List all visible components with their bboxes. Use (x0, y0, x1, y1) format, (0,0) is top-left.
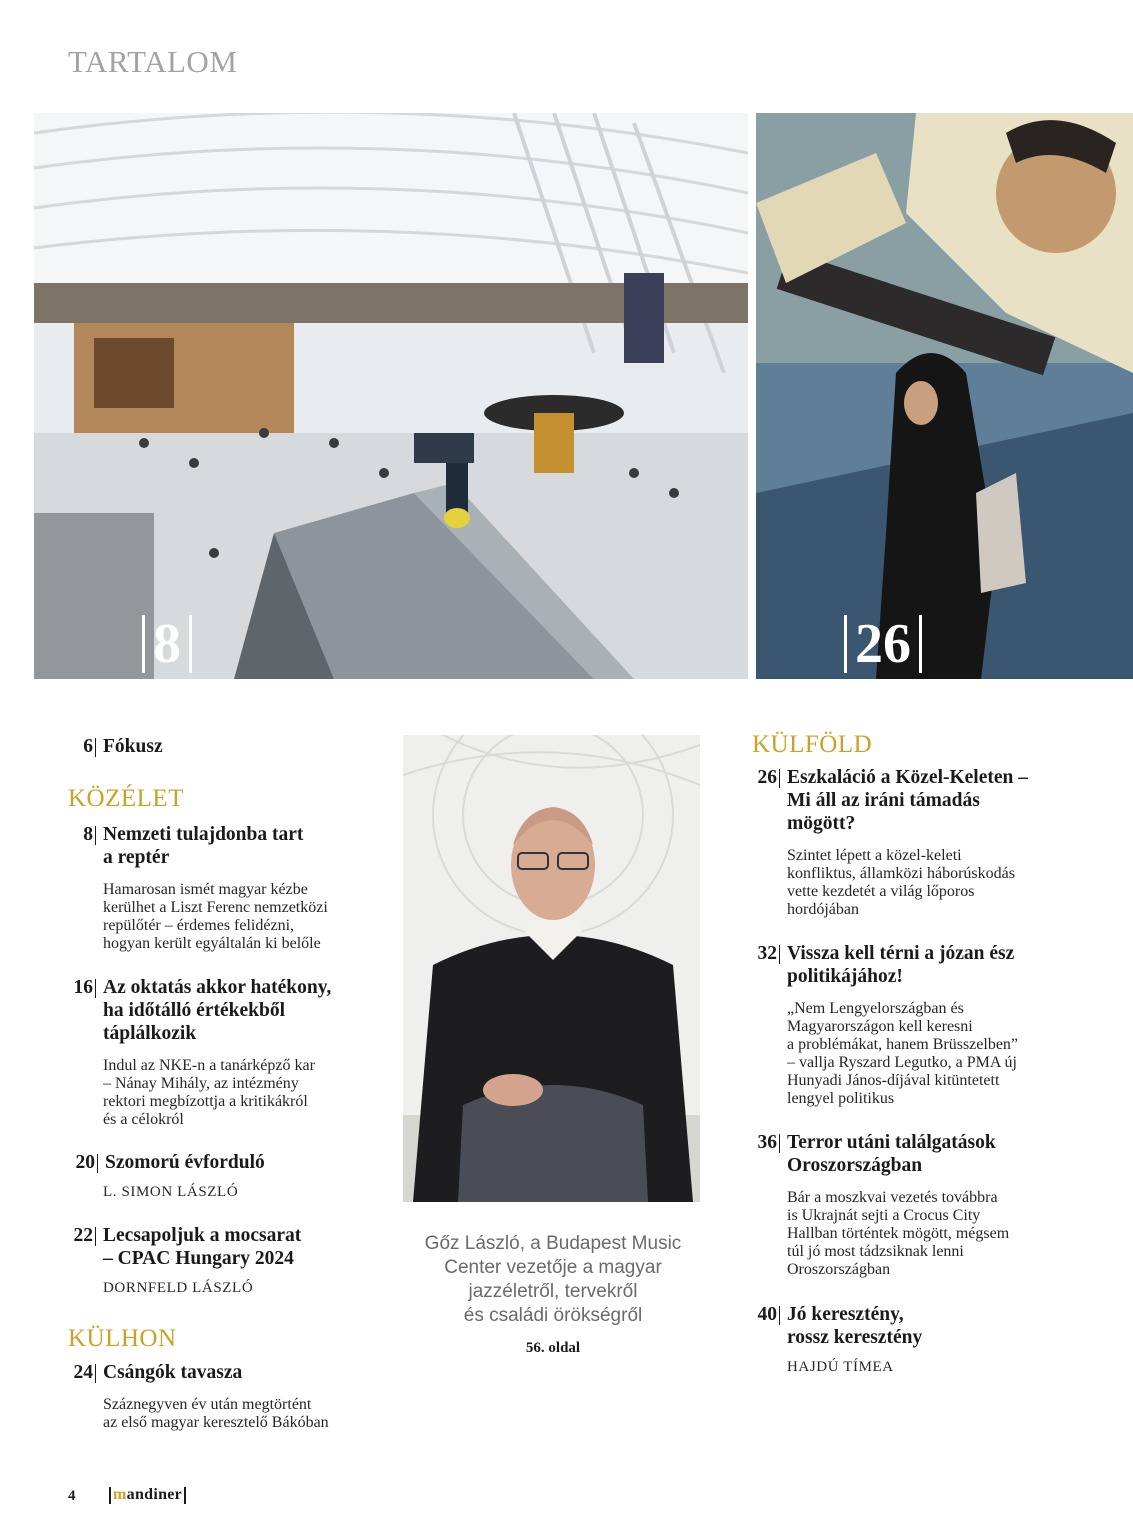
desc-line: Indul az NKE-n a tanárképző kar (103, 1057, 315, 1074)
desc-line: is Ukrajnát sejti a Crocus City (787, 1207, 981, 1224)
toc-title-line: Szomorú évforduló (105, 1152, 265, 1173)
desc-line: – Nánay Mihály, az intézmény (103, 1075, 299, 1092)
toc-title-line: Vissza kell térni a józan ész (787, 943, 1015, 964)
toc-page-number: 16 (73, 977, 93, 998)
footer-page-number: 4 (68, 1488, 76, 1504)
toc-title-line: – CPAC Hungary 2024 (103, 1248, 294, 1269)
toc-title-line: Csángók tavasza (103, 1362, 243, 1383)
badge-number: 8 (153, 613, 181, 675)
desc-line: hogyan került egyáltalán ki belőle (103, 935, 321, 952)
toc-page-number: 36 (757, 1132, 777, 1153)
toc-entry-36[interactable] (757, 1131, 1087, 1279)
toc-title-line: Eszkaláció a Közel-Keleten – (787, 767, 1028, 788)
desc-line: Hallban történtek mögött, mégsem (787, 1225, 1010, 1242)
toc-title: Fókusz (103, 736, 163, 757)
airport-photo (34, 113, 748, 679)
toc-title-line: politikájához! (787, 966, 903, 987)
toc-description (787, 847, 1087, 919)
desc-line: hordójában (787, 901, 859, 918)
toc-entry-40[interactable] (757, 1303, 1087, 1376)
desc-line: rektori megbízottja a kritikákról (103, 1093, 308, 1110)
toc-entry-26[interactable] (757, 766, 1087, 919)
toc-entry-20[interactable] (75, 1151, 375, 1201)
desc-line: – vallja Ryszard Legutko, a PMA új (787, 1054, 1017, 1071)
toc-title-line: Az oktatás akkor hatékony, (103, 977, 332, 998)
toc-page-number: 24 (73, 1362, 93, 1383)
toc-entry-32[interactable] (757, 942, 1087, 1108)
toc-title-line: Terror utáni találgatások (787, 1132, 996, 1153)
section-kulhon: KÜLHON (68, 1325, 177, 1352)
airport-photo-illustration (34, 113, 748, 679)
toc-title-line: Oroszországban (787, 1155, 923, 1176)
caption-line: Center vezetője a magyar (444, 1257, 662, 1278)
separator (779, 769, 780, 788)
section-kozelet: KÖZÉLET (68, 785, 184, 812)
separator (97, 1154, 98, 1173)
toc-title-line: Lecsapoljuk a mocsarat (103, 1225, 302, 1246)
logo-text: andiner (126, 1486, 183, 1503)
separator (779, 1306, 780, 1325)
mandiner-logo (107, 1486, 188, 1504)
separator (95, 1364, 96, 1383)
toc-author: DORNFELD LÁSZLÓ (103, 1280, 254, 1296)
toc-title-line: a reptér (103, 847, 170, 868)
toc-title-line: táplálkozik (103, 1023, 197, 1044)
desc-line: vette kezdetét a világ lőporos (787, 883, 975, 900)
toc-title-line: Jó keresztény, (787, 1304, 904, 1325)
section-kulfold: KÜLFÖLD (752, 731, 873, 758)
toc-page-number: 20 (75, 1152, 95, 1173)
separator (95, 738, 96, 757)
separator (779, 945, 780, 964)
toc-page-number: 32 (757, 943, 777, 964)
toc-description (787, 1000, 1087, 1108)
desc-line: kerülhet a Liszt Ferenc nemzetközi (103, 899, 328, 916)
toc-entry-22[interactable] (73, 1224, 383, 1297)
toc-title-line: rossz keresztény (787, 1327, 923, 1348)
toc-page-number: 40 (757, 1304, 777, 1325)
page-badge-26 (836, 615, 930, 673)
desc-line: a problémákat, hanem Brüsszelben” (787, 1036, 1019, 1053)
toc-entry-focus[interactable] (83, 735, 373, 758)
badge-bar (189, 615, 192, 673)
toc-entry-16[interactable] (73, 976, 383, 1129)
toc-page-number: 22 (73, 1225, 93, 1246)
desc-line: repülőtér – érdemes felidézni, (103, 917, 295, 934)
badge-bar (844, 615, 847, 673)
desc-line: lengyel politikus (787, 1090, 895, 1107)
desc-line: Oroszországban (787, 1261, 891, 1278)
mural-photo (756, 113, 1133, 679)
toc-page-number: 8 (83, 824, 93, 845)
caption-line: Gőz László, a Budapest Music (424, 1233, 682, 1254)
desc-line: Magyarországon kell keresni (787, 1018, 973, 1035)
desc-line: túl jó most tádzsiknak lenni (787, 1243, 964, 1260)
desc-line: Száznegyven év után megtörtént (103, 1396, 312, 1413)
separator (95, 979, 96, 998)
desc-line: az első magyar keresztelő Bákóban (103, 1414, 329, 1431)
toc-author: HAJDÚ TÍMEA (787, 1359, 894, 1375)
badge-bar (142, 615, 145, 673)
toc-description (103, 881, 383, 953)
separator (779, 1134, 780, 1153)
mural-photo-illustration (756, 113, 1133, 679)
logo-letter-m: m (113, 1486, 127, 1503)
logo-bar (184, 1487, 186, 1504)
portrait-illustration (403, 735, 700, 1202)
badge-number: 26 (855, 613, 911, 675)
toc-page-number: 26 (757, 767, 777, 788)
desc-line: Szintet lépett a közel-keleti (787, 847, 962, 864)
badge-bar (919, 615, 922, 673)
page-badge-8 (134, 615, 200, 673)
separator (95, 1227, 96, 1246)
portrait-caption (403, 1232, 703, 1328)
desc-line: konfliktus, államközi háborúskodás (787, 865, 1015, 882)
caption-line: és családi örökségről (463, 1305, 643, 1326)
toc-entry-24[interactable] (73, 1361, 383, 1432)
toc-title-line: ha időtálló értékekből (103, 1000, 286, 1021)
toc-title-line: Mi áll az iráni támadás (787, 790, 980, 811)
portrait-photo (403, 735, 700, 1202)
toc-page-number: 6 (83, 736, 93, 757)
toc-author: L. SIMON LÁSZLÓ (103, 1184, 239, 1200)
caption-page-ref[interactable]: 56. oldal (525, 1340, 581, 1356)
desc-line: Hamarosan ismét magyar kézbe (103, 881, 308, 898)
separator (95, 826, 96, 845)
toc-description (103, 1057, 383, 1129)
caption-line: jazzéletről, tervekről (468, 1281, 638, 1302)
toc-title-line: mögött? (787, 813, 856, 834)
logo-bar (109, 1487, 111, 1504)
desc-line: és a célokról (103, 1111, 184, 1128)
toc-description (787, 1189, 1087, 1279)
toc-entry-8[interactable] (83, 823, 383, 953)
toc-title-line: Nemzeti tulajdonba tart (103, 824, 304, 845)
desc-line: Hunyadi János-díjával kitüntetett (787, 1072, 1000, 1089)
page-title: TARTALOM (68, 44, 238, 79)
desc-line: „Nem Lengyelországban és (787, 1000, 964, 1017)
desc-line: Bár a moszkvai vezetés továbbra (787, 1189, 998, 1206)
toc-description (103, 1396, 383, 1432)
